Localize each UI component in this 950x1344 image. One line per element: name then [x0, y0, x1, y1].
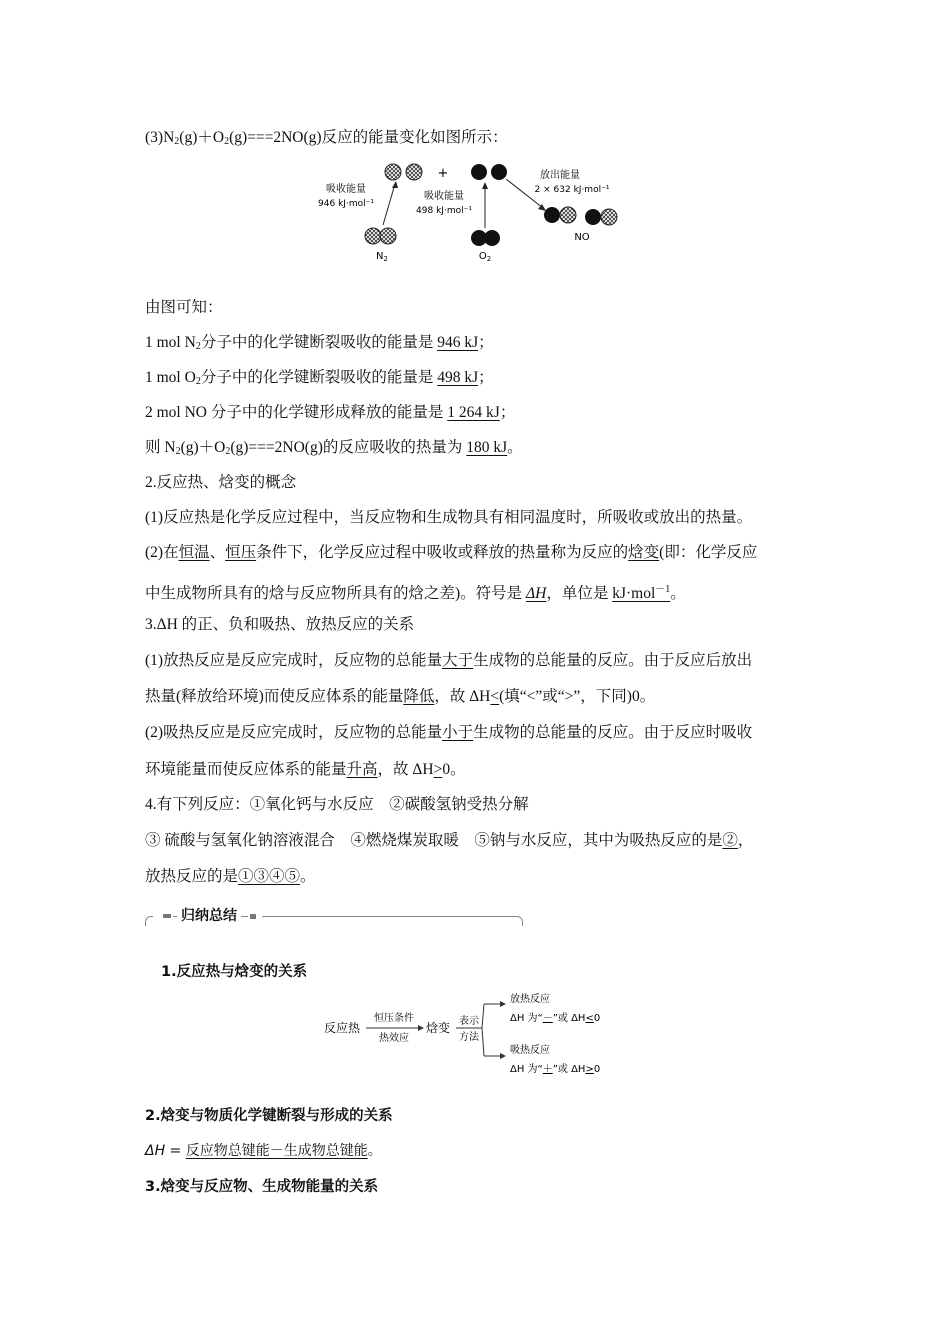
arrow-bottom-label: 热效应 — [379, 1033, 409, 1044]
endothermic-expr: ΔH 为“＋”或 ΔH>0 — [510, 1064, 601, 1075]
no-molecule-icon — [585, 209, 601, 225]
arrow-top-label: 恒压条件 — [374, 1013, 414, 1024]
exothermic-line2: 热量(释放给环境)而使反应体系的能量降低，故 ΔH<(填“<”或“>”，下同)0。 — [145, 688, 656, 705]
o2-bond-line: 1 mol $O_2$分子中的化学键断裂吸收的能量是 498 kJ； — [145, 369, 494, 387]
subscript: 2 — [224, 136, 230, 147]
answer-blank: ② — [722, 832, 738, 849]
summary-item-3: 3.焓变与反应物、生成物能量的关系 — [145, 1179, 379, 1195]
endothermic-line2: 环境能量而使反应体系的能量升高，故 ΔH>0。 — [145, 761, 466, 778]
enthalpy-change-node: 焓变 — [426, 1021, 451, 1035]
exothermic-line1: (1)放热反应是反应完成时，反应物的总能量大于生成物的总能量的反应。由于反应后放出 — [145, 652, 753, 669]
no-molecule-icon — [544, 207, 560, 223]
no-label: NO — [574, 232, 590, 243]
enthalpy-definition-line1: (2)在恒温、恒压条件下，化学反应过程中吸收或释放的热量称为反应的焓变(即：化学反应 — [145, 544, 758, 561]
answer-blank: 恒压 — [225, 544, 257, 561]
section-heading-2: 2.反应热、焓变的概念 — [145, 474, 297, 491]
answer-blank: 小于 — [442, 724, 474, 741]
n2-absorb-title: 吸收能量 — [326, 184, 366, 195]
summary-item-2: 2.焓变与物质化学键断裂与形成的关系 — [145, 1108, 393, 1124]
section-heading-4: 4.有下列反应：①氧化钙与水反应 ②碳酸氢钠受热分解 — [145, 796, 529, 813]
no-molecule-icon — [560, 207, 576, 223]
enthalpy-flow-diagram — [318, 988, 638, 1080]
branch-top-label: 表示 — [459, 1016, 479, 1027]
reactions-line1: ③ 硫酸与氢氧化钠溶液混合 ④燃烧煤炭取暖 ⑤钠与水反应，其中为吸热反应的是②， — [145, 832, 754, 849]
answer-blank: 升高 — [346, 761, 378, 778]
answer-blank: 1 264 kJ — [447, 404, 500, 421]
summary-item-1: 1.反应热与焓变的关系 — [161, 964, 308, 980]
o2-molecule-icon — [484, 230, 500, 246]
intro-text: (g)＋O — [179, 129, 225, 146]
n2-molecule-icon — [380, 228, 396, 244]
n-atom-icon — [406, 164, 422, 180]
title-bar-icon — [153, 913, 173, 919]
title-bar-icon — [248, 914, 262, 919]
answer-blank: 焓变 — [628, 544, 660, 561]
no-bond-line: 2 mol NO 分子中的化学键形成释放的能量是 1 264 kJ； — [145, 404, 516, 421]
summary-title: 归纳总结 — [177, 905, 241, 927]
n2-label: $N_2$ — [376, 251, 388, 263]
intro-text: (3)N — [145, 129, 175, 146]
reaction-heat-node: 反应热 — [324, 1021, 361, 1035]
reaction-heat-definition: (1)反应热是化学反应过程中，当反应物和生成物具有相同温度时，所吸收或放出的热量。 — [145, 509, 753, 526]
enthalpy-definition-line2: 中生成物所具有的焓与反应物所具有的焓之差)。符号是 ΔH，单位是 kJ·mol$^{-1}$。 — [145, 584, 686, 602]
answer-blank: < — [490, 688, 500, 705]
answer-blank: 反应物总键能－生成物总键能 — [185, 1143, 368, 1159]
answer-blank: 498 kJ — [437, 369, 479, 386]
answer-blank: > — [433, 761, 443, 778]
subscript: 2 — [174, 136, 180, 147]
bond-energy-formula: ΔH = 反应物总键能－生成物总键能。 — [145, 1143, 382, 1159]
endothermic-title: 吸热反应 — [510, 1045, 550, 1056]
o2-absorb-value: 498 kJ·mol⁻¹ — [416, 206, 472, 216]
exothermic-title: 放热反应 — [510, 994, 550, 1005]
answer-blank: ①③④⑤ — [238, 868, 301, 885]
net-heat-line: 则 $N_2(g)+O_2(g)===2NO(g)$的反应吸收的热量为 180 kJ。 — [145, 439, 523, 457]
answer-blank: kJ·mol$^{-1}$ — [612, 584, 671, 602]
answer-blank: 180 kJ — [466, 439, 508, 456]
release-title: 放出能量 — [540, 170, 580, 181]
answer-blank: ΔH — [526, 585, 547, 602]
from-figure-text: 由图可知： — [145, 299, 223, 316]
exothermic-expr: ΔH 为“－”或 ΔH<0 — [510, 1013, 601, 1024]
answer-blank: 大于 — [442, 652, 474, 669]
answer-blank: 恒温 — [178, 544, 210, 561]
intro-line — [145, 128, 508, 152]
o-atom-icon — [471, 164, 487, 180]
answer-blank: 降低 — [403, 688, 435, 705]
release-value: 2 × 632 kJ·mol⁻¹ — [534, 185, 610, 195]
answer-blank: 946 kJ — [437, 334, 479, 351]
bond-energy-diagram — [310, 155, 640, 270]
section-heading-3: 3.ΔH 的正、负和吸热、放热反应的关系 — [145, 616, 415, 633]
summary-header — [145, 905, 523, 927]
n2-absorb-value: 946 kJ·mol⁻¹ — [318, 199, 374, 209]
n2-bond-line: 1 mol $N_2$分子中的化学键断裂吸收的能量是 946 kJ； — [145, 334, 494, 352]
endothermic-line1: (2)吸热反应是反应完成时，反应物的总能量小于生成物的总能量的反应。由于反应时吸收 — [145, 724, 753, 741]
o-atom-icon — [491, 164, 507, 180]
o2-absorb-title: 吸收能量 — [424, 191, 464, 202]
o2-label: $O_2$ — [478, 251, 492, 263]
n-atom-icon — [385, 164, 401, 180]
n2-molecule-icon — [365, 228, 381, 244]
plus-sign: + — [437, 166, 449, 181]
intro-text: (g)===2NO(g)反应的能量变化如图所示： — [229, 129, 508, 146]
reactions-line2: 放热反应的是①③④⑤。 — [145, 868, 316, 885]
branch-bottom-label: 方法 — [459, 1032, 479, 1043]
no-molecule-icon — [601, 209, 617, 225]
